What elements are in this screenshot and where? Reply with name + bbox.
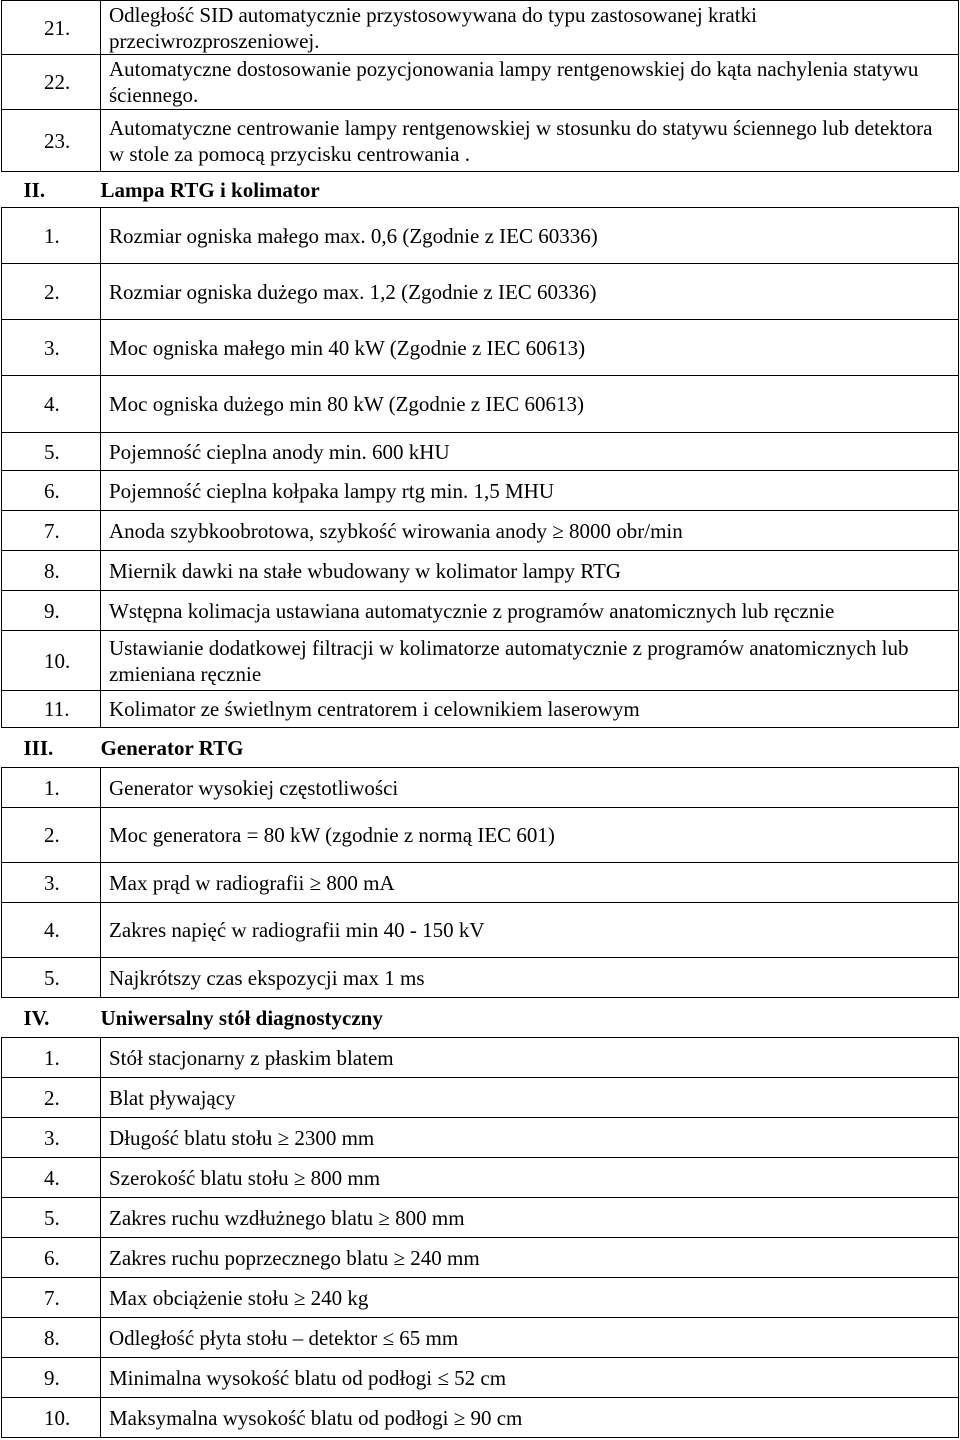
- item-description: Automatyczne dostosowanie pozycjonowania lampy rentgenowskiej do kąta nachylenia statywu ściennego.: [101, 55, 959, 110]
- item-description: Blat pływający: [101, 1078, 959, 1118]
- item-number-label: 8.: [44, 558, 60, 583]
- item-description: Rozmiar ogniska dużego max. 1,2 (Zgodnie z IEC 60336): [101, 264, 959, 320]
- table-row: [2, 433, 959, 471]
- item-number: [2, 110, 101, 172]
- table-row: [2, 110, 959, 172]
- item-description: Minimalna wysokość blatu od podłogi ≤ 52 cm: [101, 1358, 959, 1398]
- item-number: [2, 471, 101, 511]
- item-number-label: 21.: [44, 15, 71, 40]
- item-description: Pojemność cieplna kołpaka lampy rtg min. 1,5 MHU: [101, 471, 959, 511]
- table-row: [2, 1358, 959, 1398]
- item-description: Kolimator ze świetlnym centratorem i celownikiem laserowym: [101, 691, 959, 728]
- item-number: [2, 1, 101, 55]
- item-number: [2, 958, 101, 998]
- item-number-label: 4.: [44, 1165, 60, 1190]
- item-number: [2, 551, 101, 591]
- table-row: [2, 376, 959, 433]
- item-description: Zakres ruchu poprzecznego blatu ≥ 240 mm: [101, 1238, 959, 1278]
- table-row: [2, 1318, 959, 1358]
- item-number: [2, 691, 101, 728]
- item-number-label: 4.: [44, 392, 60, 416]
- item-number-label: 2.: [44, 823, 60, 847]
- item-description: Anoda szybkoobrotowa, szybkość wirowania anody ≥ 8000 obr/min: [101, 511, 959, 551]
- table-row: [2, 1198, 959, 1238]
- specification-table: [1, 0, 959, 1438]
- table-row: [2, 631, 959, 691]
- table-row: [2, 320, 959, 376]
- table-row: [2, 691, 959, 728]
- table-row: [2, 1078, 959, 1118]
- item-number-label: 9.: [44, 598, 60, 623]
- section-number: [2, 998, 101, 1038]
- item-number: [2, 1198, 101, 1238]
- section-title: Generator RTG: [101, 728, 959, 768]
- item-description: Rozmiar ogniska małego max. 0,6 (Zgodnie z IEC 60336): [101, 208, 959, 264]
- table-row: [2, 551, 959, 591]
- item-description: Miernik dawki na stałe wbudowany w kolimator lampy RTG: [101, 551, 959, 591]
- table-row: [2, 808, 959, 863]
- item-description: Pojemność cieplna anody min. 600 kHU: [101, 433, 959, 471]
- item-description: Odległość SID automatycznie przystosowywana do typu zastosowanej kratki przeciwrozproszeniowej.: [101, 1, 959, 55]
- item-number: [2, 376, 101, 433]
- item-description: Max obciążenie stołu ≥ 240 kg: [101, 1278, 959, 1318]
- section-number-label: IV.: [23, 1005, 50, 1030]
- item-description: Generator wysokiej częstotliwości: [101, 768, 959, 808]
- section-title: Uniwersalny stół diagnostyczny: [101, 998, 959, 1038]
- table-row: [2, 264, 959, 320]
- item-number: [2, 808, 101, 863]
- item-number: [2, 1358, 101, 1398]
- table-row: [2, 1, 959, 55]
- item-description: Najkrótszy czas ekspozycji max 1 ms: [101, 958, 959, 998]
- item-number-label: 10.: [44, 648, 71, 673]
- table-row: [2, 1398, 959, 1438]
- item-number-label: 5.: [44, 1205, 60, 1230]
- item-number-label: 2.: [44, 1085, 60, 1110]
- item-description: Moc generatora = 80 kW (zgodnie z normą IEC 601): [101, 808, 959, 863]
- item-number-label: 7.: [44, 1285, 60, 1310]
- item-number-label: 1.: [44, 1045, 60, 1070]
- item-description: Moc ogniska dużego min 80 kW (Zgodnie z IEC 60613): [101, 376, 959, 433]
- table-row: [2, 1238, 959, 1278]
- table-row: [2, 208, 959, 264]
- item-number: [2, 591, 101, 631]
- item-number: [2, 768, 101, 808]
- table-row: [2, 511, 959, 551]
- item-description: Zakres ruchu wzdłużnego blatu ≥ 800 mm: [101, 1198, 959, 1238]
- section-title: Lampa RTG i kolimator: [101, 172, 959, 208]
- item-description: Odległość płyta stołu – detektor ≤ 65 mm: [101, 1318, 959, 1358]
- item-number: [2, 55, 101, 110]
- item-number-label: 3.: [44, 335, 60, 360]
- item-description: Długość blatu stołu ≥ 2300 mm: [101, 1118, 959, 1158]
- section-heading-row: [2, 998, 959, 1038]
- specification-table-body: [2, 1, 959, 1438]
- table-row: [2, 55, 959, 110]
- item-number-label: 5.: [44, 965, 60, 990]
- item-number-label: 6.: [44, 478, 60, 503]
- table-row: [2, 768, 959, 808]
- item-number-label: 9.: [44, 1365, 60, 1390]
- table-row: [2, 903, 959, 958]
- item-number: [2, 1238, 101, 1278]
- item-number-label: 7.: [44, 518, 60, 543]
- table-row: [2, 863, 959, 903]
- item-number: [2, 511, 101, 551]
- item-number: [2, 1118, 101, 1158]
- table-row: [2, 591, 959, 631]
- item-number-label: 22.: [44, 70, 71, 94]
- item-number: [2, 1078, 101, 1118]
- item-number: [2, 631, 101, 691]
- item-number-label: 5.: [44, 439, 60, 464]
- item-number: [2, 433, 101, 471]
- item-number: [2, 1278, 101, 1318]
- item-description: Zakres napięć w radiografii min 40 - 150 kV: [101, 903, 959, 958]
- item-description: Szerokość blatu stołu ≥ 800 mm: [101, 1158, 959, 1198]
- item-number-label: 4.: [44, 918, 60, 942]
- item-number: [2, 1318, 101, 1358]
- item-number: [2, 320, 101, 376]
- item-number: [2, 264, 101, 320]
- table-row: [2, 1158, 959, 1198]
- item-number-label: 1.: [44, 775, 60, 800]
- item-description: Stół stacjonarny z płaskim blatem: [101, 1038, 959, 1078]
- item-number: [2, 1158, 101, 1198]
- item-description: Moc ogniska małego min 40 kW (Zgodnie z IEC 60613): [101, 320, 959, 376]
- item-number: [2, 903, 101, 958]
- item-number-label: 2.: [44, 279, 60, 304]
- table-row: [2, 1038, 959, 1078]
- item-number-label: 3.: [44, 1125, 60, 1150]
- item-number-label: 8.: [44, 1325, 60, 1350]
- table-row: [2, 958, 959, 998]
- item-number: [2, 1398, 101, 1438]
- section-heading-row: [2, 728, 959, 768]
- item-number-label: 23.: [44, 128, 71, 153]
- item-number-label: 11.: [44, 697, 70, 721]
- item-number-label: 3.: [44, 870, 60, 895]
- item-number: [2, 1038, 101, 1078]
- item-description: Ustawianie dodatkowej filtracji w kolimatorze automatycznie z programów anatomicznych lub zmieniana ręcznie: [101, 631, 959, 691]
- item-number: [2, 208, 101, 264]
- item-number-label: 6.: [44, 1245, 60, 1270]
- item-number-label: 1.: [44, 223, 60, 248]
- item-number-label: 10.: [44, 1405, 71, 1430]
- item-description: Wstępna kolimacja ustawiana automatycznie z programów anatomicznych lub ręcznie: [101, 591, 959, 631]
- section-number: [2, 172, 101, 208]
- table-row: [2, 1278, 959, 1318]
- item-description: Max prąd w radiografii ≥ 800 mA: [101, 863, 959, 903]
- item-number: [2, 863, 101, 903]
- table-row: [2, 1118, 959, 1158]
- section-heading-row: [2, 172, 959, 208]
- table-row: [2, 471, 959, 511]
- item-description: Automatyczne centrowanie lampy rentgenowskiej w stosunku do statywu ściennego lub detektora w stole za pomocą przycisku centrowania .: [101, 110, 959, 172]
- item-description: Maksymalna wysokość blatu od podłogi ≥ 90 cm: [101, 1398, 959, 1438]
- section-number-label: III.: [23, 735, 54, 760]
- section-number: [2, 728, 101, 768]
- section-number-label: II.: [23, 177, 46, 202]
